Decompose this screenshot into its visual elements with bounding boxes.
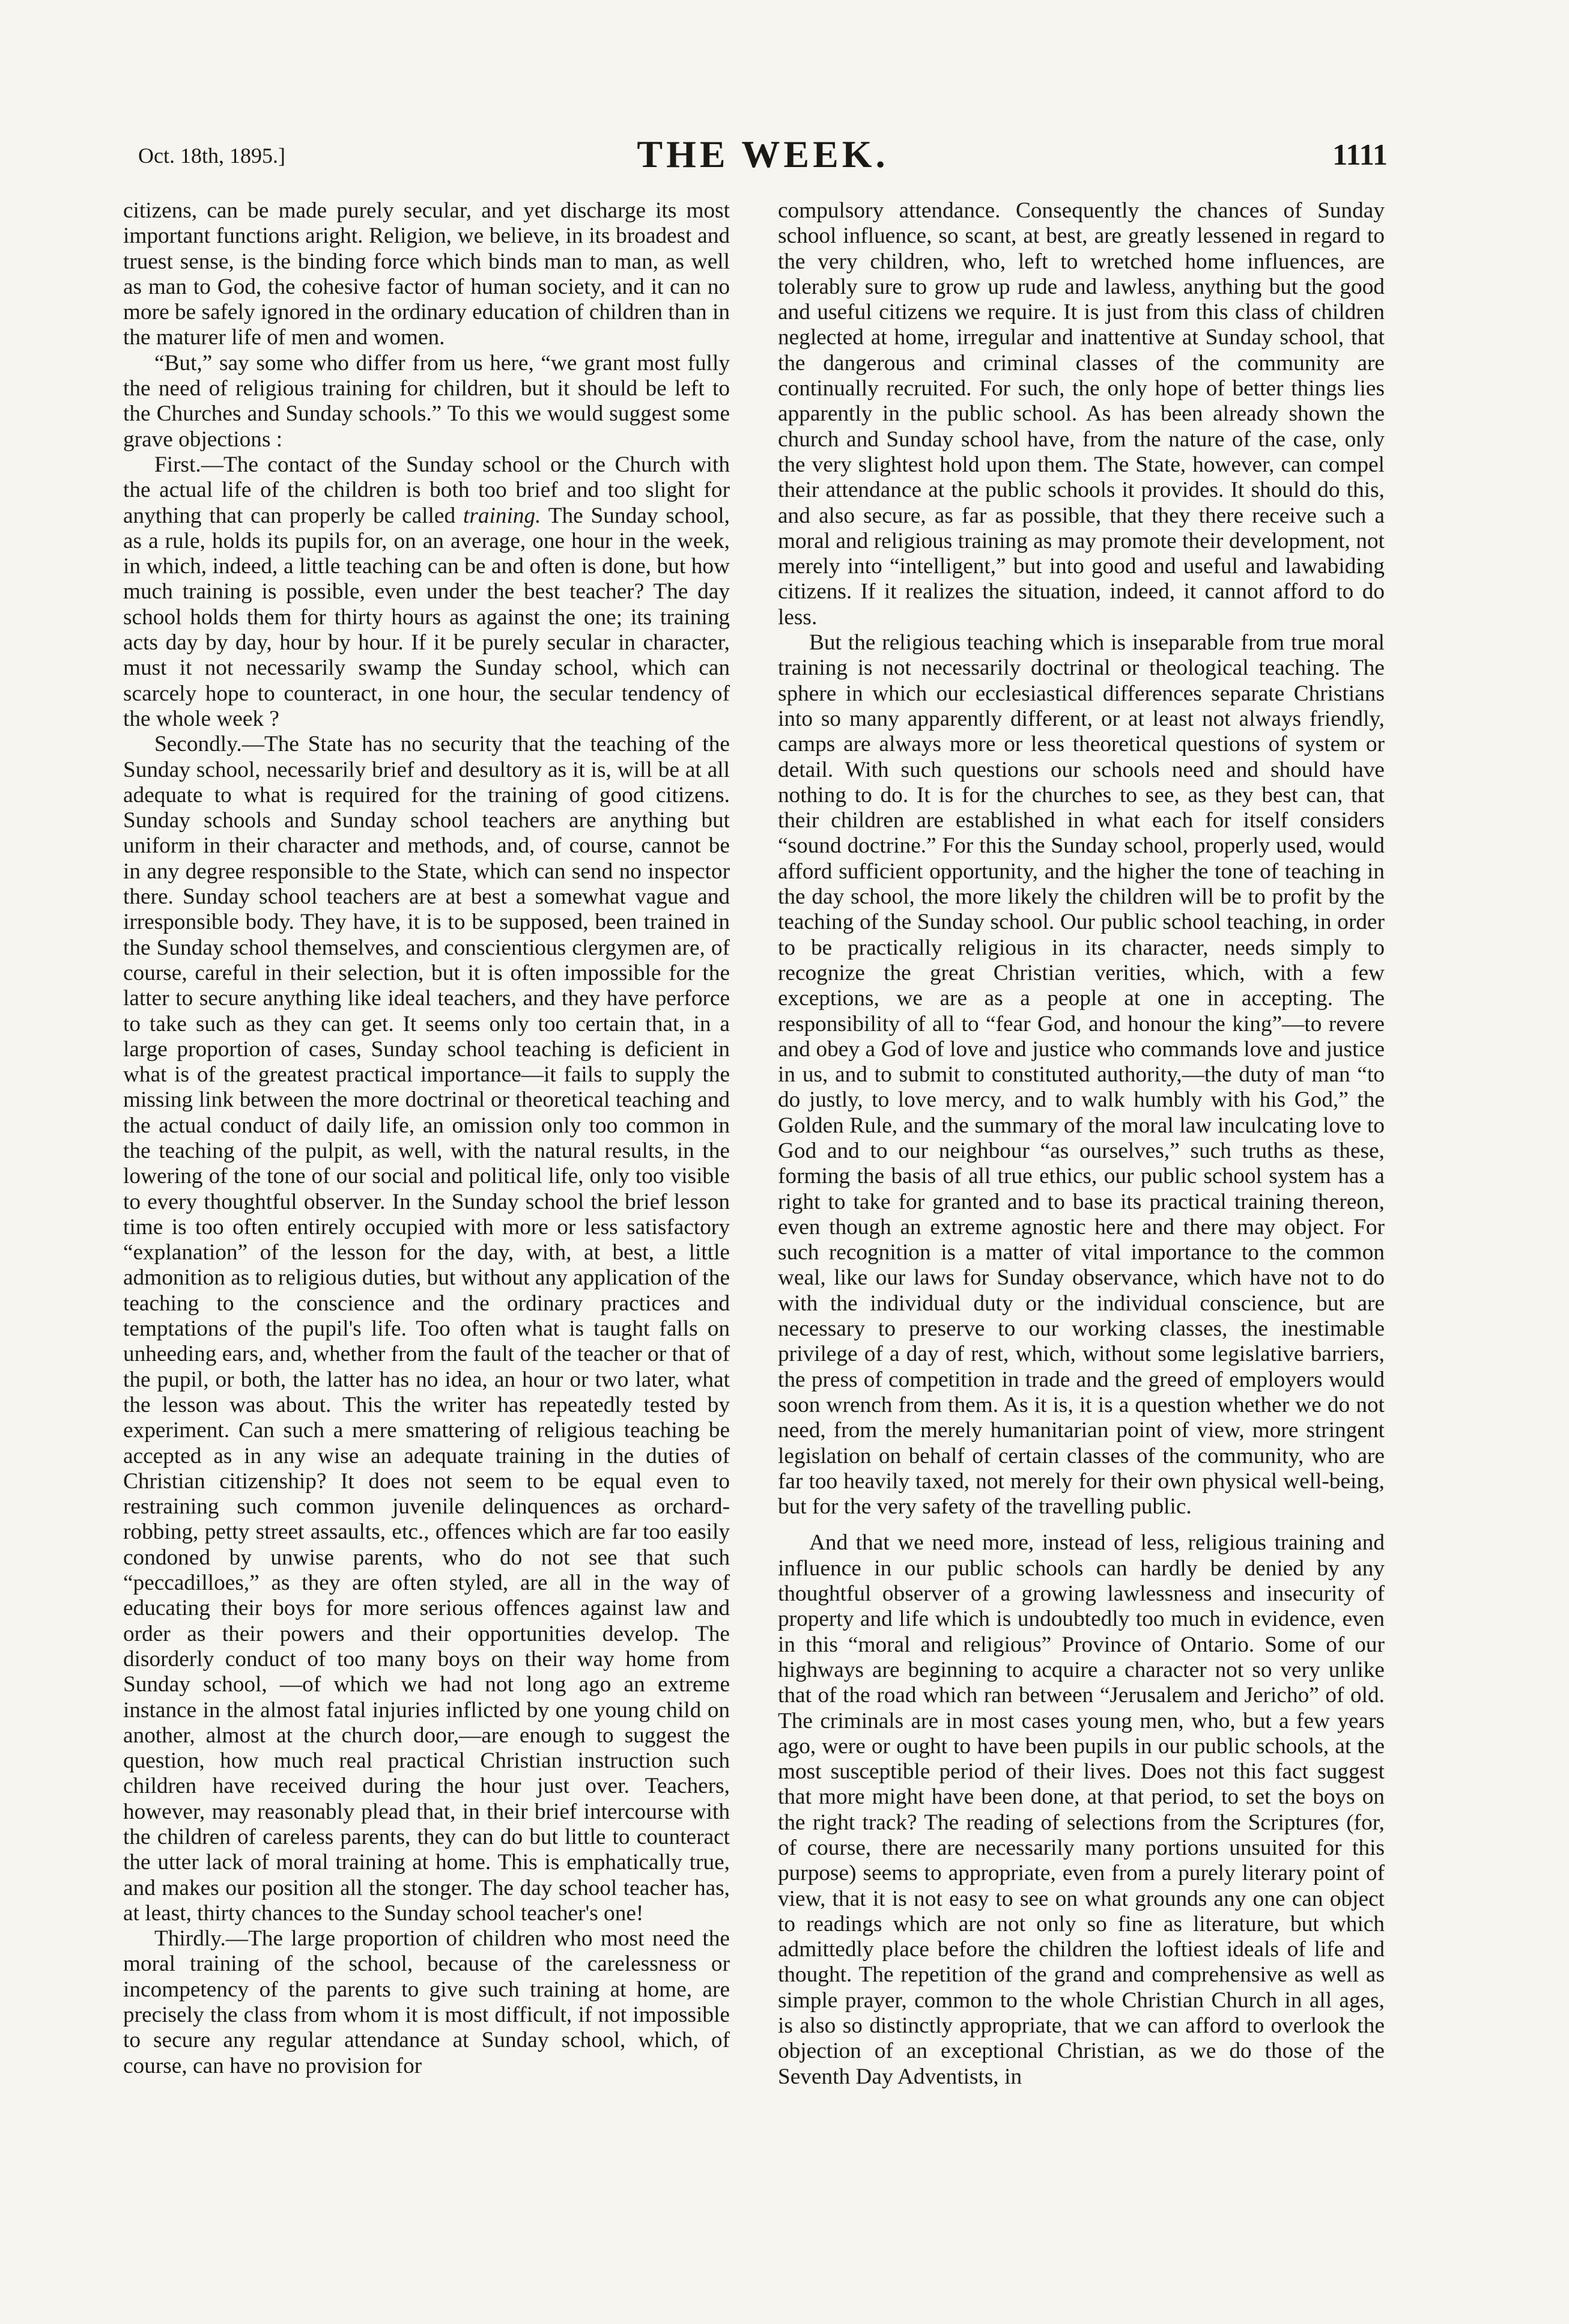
right-column: [778, 198, 1385, 2247]
issue-date: Oct. 18th, 1895.]: [138, 144, 285, 168]
paragraph: citizens, can be made purely secular, and yet discharge its most important functions aright. Religion, we believe, in its broadest and truest sense, is the binding force which binds man to man, as well as man to God, the cohesive factor of human society, and it can no more be safely ignored in the ordinary education of children than in the maturer life of men and women.: [123, 198, 730, 350]
paragraph: Secondly.—The State has no security that the teaching of the Sunday school, necessarily brief and desultory as it is, will be at all adequate to what is required for the training of good citizens. Sunday schools and Sunday school teachers are anything but uniform in their character and methods, and, of course, cannot be in any degree responsible to the State, which can send no inspector there. Sunday school teachers are at best a somewhat vague and irresponsible body. They have, it is to be supposed, been trained in the Sunday school themselves, and conscientious clergymen are, of course, careful in their selection, but it is often impossible for the latter to secure anything like ideal teachers, and they have perforce to take such as they can get. It seems only too certain that, in a large proportion of cases, Sunday school teaching is deficient in what is of the greatest practical importance—it fails to supply the missing link between the more doctrinal or theoretical teaching and the actual conduct of daily life, an omission only too common in the teaching of the pulpit, as well, with the natural results, in the lowering of the tone of our social and political life, only too visible to every thoughtful observer. In the Sunday school the brief lesson time is too often entirely occupied with more or less satisfactory “explanation” of the lesson for the day, with, at best, a little admonition as to religious duties, but without any application of the teaching to the conscience and the ordinary practices and temptations of the pupil's life. Too often what is taught falls on unheeding ears, and, whether from the fault of the teacher or that of the pupil, or both, the latter has no idea, an hour or two later, what the lesson was about. This the writer has repeatedly tested by experiment. Can such a mere smattering of religious teaching be accepted as in any wise an adequate training in the duties of Christian citizenship? It does not seem to be equal even to restraining such common juvenile delinquences as orchard-robbing, petty street assaults, etc., offences which are far too easily condoned by unwise parents, who do not see that such “peccadilloes,” as they are often styled, are all in the way of educating their boys for more serious offences against law and order as their powers and their opportunities develop. The disorderly conduct of too many boys on their way home from Sunday school, —of which we had not long ago an extreme instance in the almost fatal injuries inflicted by one young child on another, almost at the church door,—are enough to suggest the question, how much real practical Christian instruction such children have received during the hour just over. Teachers, however, may reasonably plead that, in their brief intercourse with the children of careless parents, they can do but little to counteract the utter lack of moral training at home. This is emphatically true, and makes our position all the stonger. The day school teacher has, at least, thirty chances to the Sunday school teacher's one!: [123, 732, 730, 1926]
emphasized-word: training.: [463, 503, 541, 528]
paragraph-text: The Sunday school, as a rule, holds its pupils for, on an average, one hour in the week, in which, indeed, a little teaching can be and often is done, but how much training is possible, even under the best teacher? The day school holds them for thirty hours as against the one; its training acts day by day, hour by hour. If it be purely secular in character, must it not necessarily swamp the Sunday school, which can scarcely hope to counteract, in one hour, the secular tendency of the whole week ?: [123, 503, 730, 731]
paragraph: And that we need more, instead of less, religious training and influence in our public schools can hardly be denied by any thoughtful observer of a growing lawlessness and insecurity of property and life which is undoubtedly too much in evidence, even in this “moral and religious” Province of Ontario. Some of our highways are beginning to acquire a character not so very unlike that of the road which ran between “Jerusalem and Jericho” of old. The criminals are in most cases young men, who, but a few years ago, were or ought to have been pupils in our public schools, at the most susceptible period of their lives. Does not this fact suggest that more might have been done, at that period, to set the boys on the right track? The reading of selections from the Scriptures (for, of course, there are necessarily many portions unsuited for this purpose) seems to appropriate, even from a purely literary point of view, that it is not easy to see on what grounds any one can object to readings which are not only so fine as literature, but which admittedly place before the children the loftiest ideals of life and thought. The repetition of the grand and comprehensive as well as simple prayer, common to the whole Christian Church in all ages, is also so distinctly appropriate, that we can afford to overlook the objection of an exceptional Christian, as we do those of the Seventh Day Adventists, in: [778, 1530, 1385, 2089]
page-number: 1111: [1332, 138, 1388, 171]
paragraph: But the religious teaching which is inseparable from true moral training is not necessarily doctrinal or theological teaching. The sphere in which our ecclesiastical differences separate Christians into so many apparently different, or at least not always friendly, camps are always more or less theoretical questions of system or detail. With such questions our schools need and should have nothing to do. It is for the churches to see, as they best can, that their children are established in what each for itself considers “sound doctrine.” For this the Sunday school, properly used, would afford sufficient opportunity, and the higher the tone of teaching in the day school, the more likely the children will be to profit by the teaching of the Sunday school. Our public school teaching, in order to be practically religious in its character, needs simply to recognize the great Christian verities, which, with a few exceptions, we are as a people at one in accepting. The responsibility of all to “fear God, and honour the king”—to revere and obey a God of love and justice who commands love and justice in us, and to submit to constituted authority,—the duty of man “to do justly, to love mercy, and to walk humbly with his God,” the Golden Rule, and the summary of the moral law inculcating love to God and to our neighbour “as ourselves,” such truths as these, forming the basis of all true ethics, our public school system has a right to take for granted and to base its practical training thereon, even though an extreme agnostic here and there may object. For such recognition is a matter of vital importance to the common weal, like our laws for Sunday observance, which have not to do with the individual duty or the individual conscience, but are necessary to preserve to our working classes, the inestimable privilege of a day of rest, which, without some legislative barriers, the press of competition in trade and the greed of employers would soon wrench from them. As it is, it is a question whether we do not need, from the merely humanitarian point of view, more stringent legislation on behalf of certain classes of the community, who are far too heavily taxed, not merely for their own physical well-being, but for the very safety of the travelling public.: [778, 630, 1385, 1519]
paragraph: [123, 452, 730, 732]
paragraph: Thirdly.—The large proportion of children who most need the moral training of the school, because of the carelessness or incompetency of the parents to give such training at home, are precisely the class from whom it is most difficult, if not impossible to secure any regular attendance at Sunday school, which, of course, can have no provision for: [123, 1926, 730, 2078]
page-header: [138, 132, 1388, 186]
left-column: [123, 198, 730, 2247]
paragraph-text: First.—The contact of the Sunday school or the Church with the actual life of the children is both too brief and too slight for anything that can properly be called: [123, 452, 730, 528]
paragraph: “But,” say some who differ from us here, “we grant most fully the need of religious training for children, but it should be left to the Churches and Sunday schools.” To this we would suggest some grave objections :: [123, 350, 730, 452]
journal-title: THE WEEK.: [637, 133, 889, 175]
paragraph: compulsory attendance. Consequently the chances of Sunday school influence, so scant, at best, are greatly lessened in regard to the very children, who, left to wretched home influences, are tolerably sure to grow up rude and lawless, anything but the good and useful citizens we require. It is just from this class of children neglected at home, irregular and inattentive at Sunday school, that the dangerous and criminal classes of the community are continually recruited. For such, the only hope of better things lies apparently in the public school. As has been already shown the church and Sunday school have, from the nature of the case, only the very slightest hold upon them. The State, however, can compel their attendance at the public schools it provides. It should do this, and also secure, as far as possible, that they there receive such a moral and religious training as may promote their development, not merely into “intelligent,” but into good and useful and lawabiding citizens. If it realizes the situation, indeed, it cannot afford to do less.: [778, 198, 1385, 630]
